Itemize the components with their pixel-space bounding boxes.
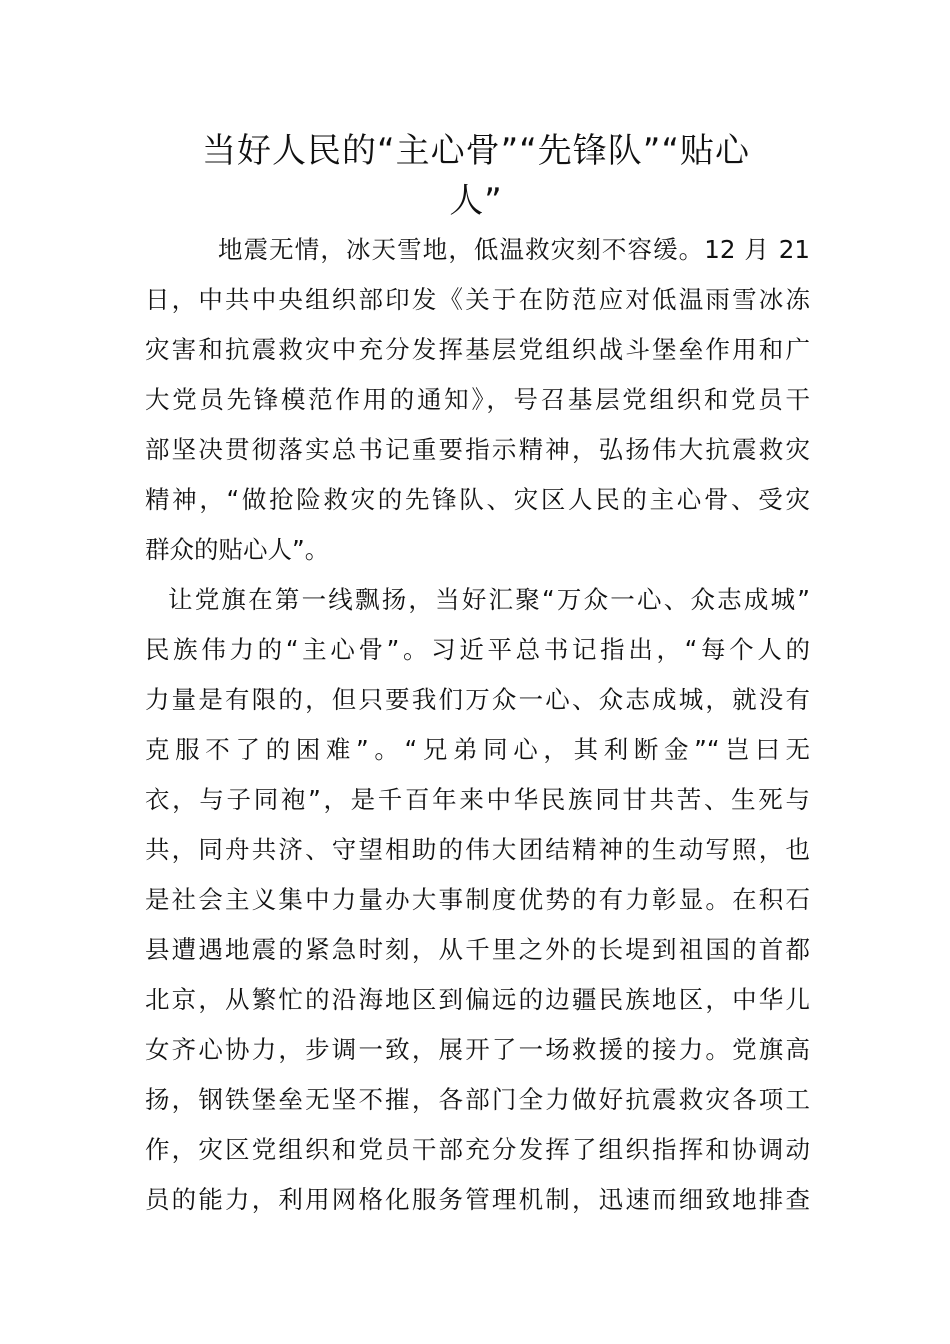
paragraph-1-line-5: 部坚决贯彻落实总书记重要指示精神，弘扬伟大抗震救灾 [145, 435, 810, 464]
paragraph-2-line-6: 共，同舟共济、守望相助的伟大团结精神的生动写照，也 [145, 835, 810, 864]
paragraph-2-line-12: 作，灾区党组织和党员干部充分发挥了组织指挥和协调动 [145, 1135, 810, 1164]
paragraph-1-line-2: 日，中共中央组织部印发《关于在防范应对低温雨雪冰冻 [145, 285, 810, 314]
paragraph-2-line-9: 北京，从繁忙的沿海地区到偏远的边疆民族地区，中华儿 [145, 985, 810, 1014]
paragraph-2-line-10: 女齐心协力，步调一致，展开了一场救援的接力。党旗高 [145, 1035, 810, 1064]
paragraph-2-line-2: 民族伟力的“主心骨”。习近平总书记指出，“每个人的 [145, 635, 810, 664]
paragraph-2-line-3: 力量是有限的，但只要我们万众一心、众志成城，就没有 [145, 685, 810, 714]
paragraph-2-line-5: 衣，与子同袍”，是千百年来中华民族同甘共苦、生死与 [145, 785, 810, 814]
paragraph-1-line-1: 地震无情，冰天雪地，低温救灾刻不容缓。12 月 21 [218, 235, 810, 264]
document-title-line-1: 当好人民的“主心骨”“先锋队”“贴心 [201, 131, 751, 171]
document-title-line-2: 人” [449, 181, 503, 221]
paragraph-2-line-13: 员的能力，利用网格化服务管理机制，迅速而细致地排查 [145, 1185, 810, 1214]
paragraph-2-line-11: 扬，钢铁堡垒无坚不摧，各部门全力做好抗震救灾各项工 [145, 1085, 810, 1114]
paragraph-1-line-3: 灾害和抗震救灾中充分发挥基层党组织战斗堡垒作用和广 [145, 335, 810, 364]
paragraph-1-line-6: 精神，“做抢险救灾的先锋队、灾区人民的主心骨、受灾 [145, 485, 810, 514]
paragraph-1-line-7: 群众的贴心人”。 [145, 535, 330, 564]
paragraph-2-line-4: 克服不了的困难”。“兄弟同心，其利断金”“岂曰无 [145, 735, 810, 764]
paragraph-1-line-4: 大党员先锋模范作用的通知》，号召基层党组织和党员干 [145, 385, 810, 414]
paragraph-2-line-8: 县遭遇地震的紧急时刻，从千里之外的长堤到祖国的首都 [145, 935, 810, 964]
paragraph-2-line-7: 是社会主义集中力量办大事制度优势的有力彰显。在积石 [145, 885, 810, 914]
paragraph-2-line-1: 让党旗在第一线飘扬，当好汇聚“万众一心、众志成城” [168, 585, 810, 614]
